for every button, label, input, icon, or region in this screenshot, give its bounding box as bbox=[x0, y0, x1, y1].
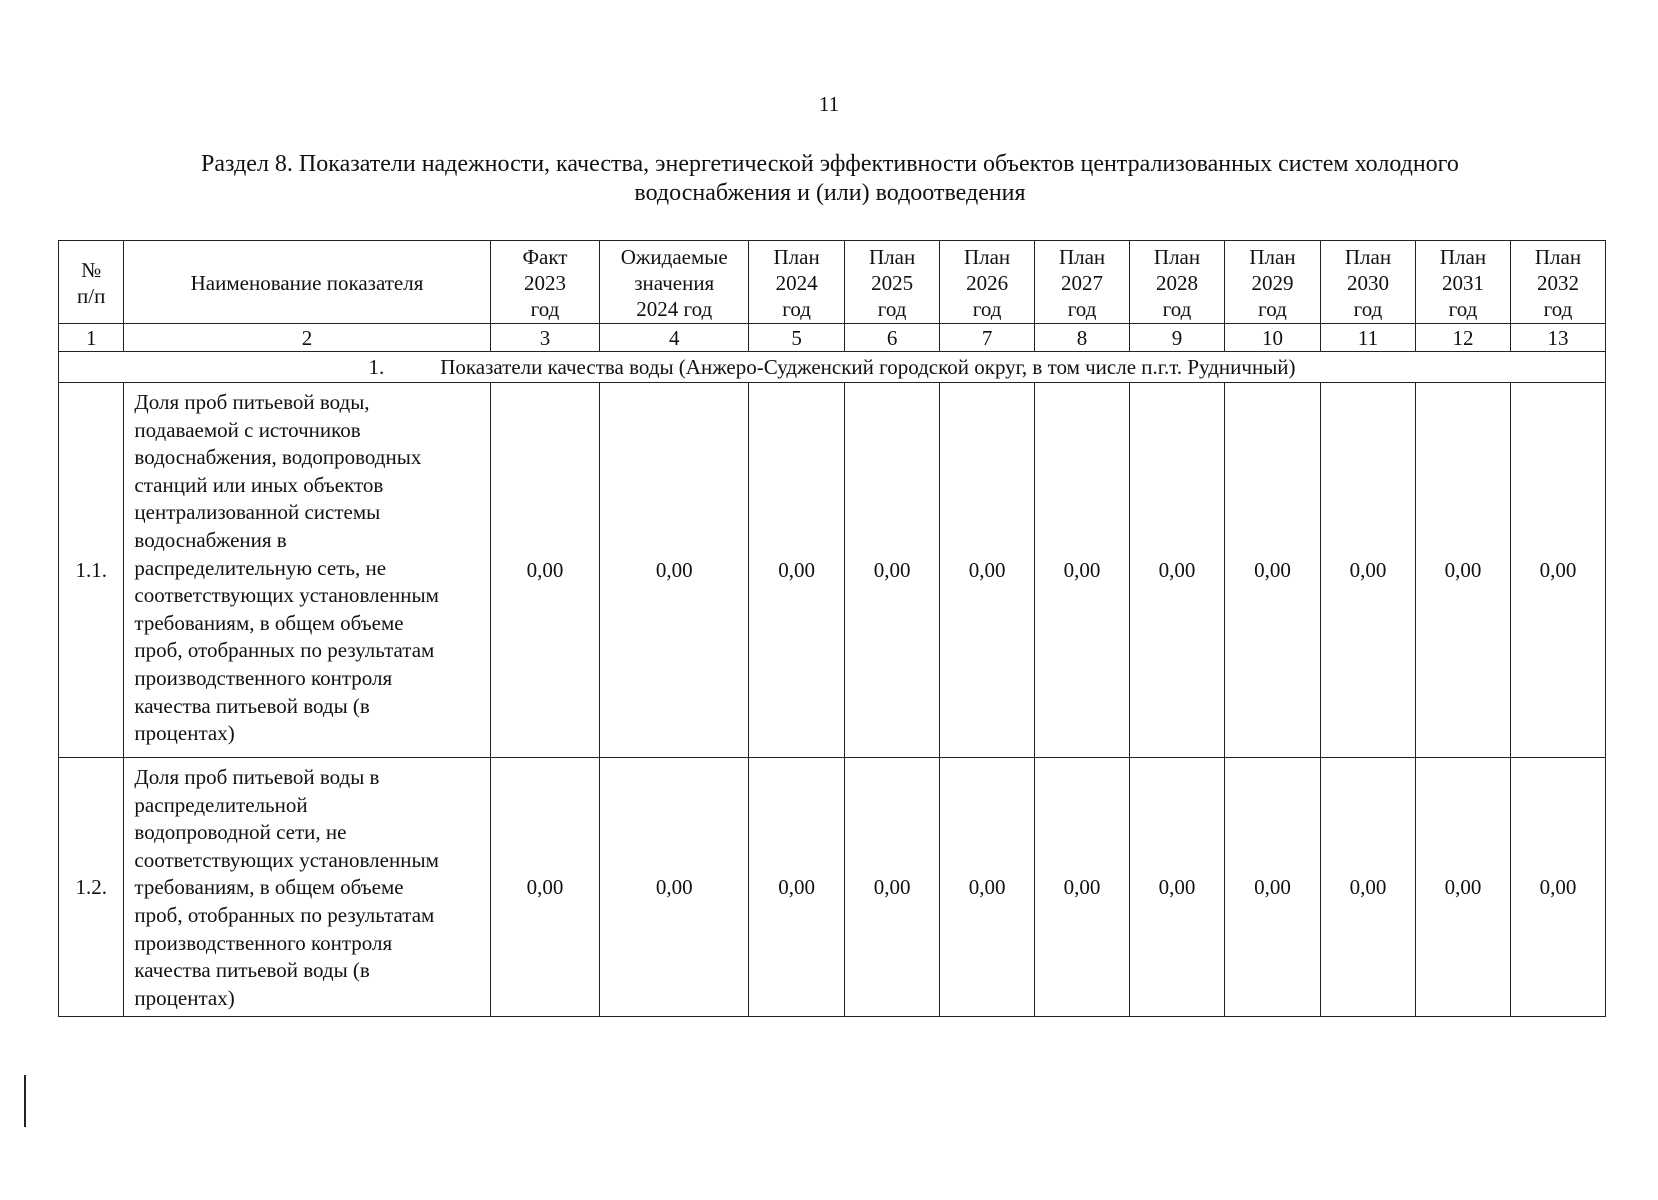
header-line: Наименование показателя bbox=[190, 271, 424, 295]
value-cell: 0,00 bbox=[490, 383, 600, 758]
header-cell bbox=[600, 241, 749, 324]
indicator-name-line: проб, отобранных по результатам bbox=[134, 902, 435, 927]
header-cell bbox=[59, 241, 124, 324]
value-cell: 0,00 bbox=[1510, 383, 1605, 758]
header-line: 2028 bbox=[1156, 271, 1199, 295]
value-cell: 0,00 bbox=[1225, 758, 1321, 1017]
header-cell bbox=[124, 241, 490, 324]
header-line: год bbox=[530, 297, 560, 321]
header-line: Факт bbox=[522, 245, 568, 269]
value-cell: 0,00 bbox=[600, 383, 749, 758]
header-cell bbox=[940, 241, 1035, 324]
indicator-name-line: процентах) bbox=[134, 721, 235, 746]
indicator-name-line: соответствующих установленным bbox=[134, 847, 439, 872]
header-line: План bbox=[1439, 245, 1487, 269]
section-heading-cell bbox=[59, 352, 1606, 383]
header-line: год bbox=[972, 297, 1002, 321]
header-cell bbox=[1035, 241, 1130, 324]
header-cell bbox=[749, 241, 845, 324]
value-cell: 0,00 bbox=[1510, 758, 1605, 1017]
header-line: 2029 bbox=[1251, 271, 1294, 295]
value-cell: 0,00 bbox=[1415, 758, 1510, 1017]
header-cell bbox=[490, 241, 600, 324]
value-cell: 0,00 bbox=[940, 758, 1035, 1017]
indicator-name-line: производственного контроля bbox=[134, 930, 393, 955]
header-line: год bbox=[1543, 297, 1573, 321]
header-line: План bbox=[1534, 245, 1582, 269]
header-cell bbox=[1510, 241, 1605, 324]
header-cell bbox=[1321, 241, 1416, 324]
header-line: План bbox=[869, 245, 916, 269]
value-cell: 0,00 bbox=[1225, 383, 1321, 758]
indicator-name-line: производственного контроля bbox=[134, 665, 393, 690]
header-line: 2025 bbox=[871, 271, 914, 295]
header-line: год bbox=[1067, 297, 1097, 321]
section-title bbox=[80, 150, 1580, 208]
header-cell bbox=[1415, 241, 1510, 324]
header-line: год bbox=[1258, 297, 1287, 321]
indicator-name-line: подаваемой с источников bbox=[134, 417, 361, 442]
table-row bbox=[59, 383, 1606, 758]
header-cell bbox=[1130, 241, 1225, 324]
value-cell: 0,00 bbox=[1130, 758, 1225, 1017]
value-cell: 0,00 bbox=[1321, 758, 1416, 1017]
header-row bbox=[59, 241, 1606, 324]
value-cell: 0,00 bbox=[749, 758, 845, 1017]
header-line: год bbox=[1353, 297, 1383, 321]
header-line: План bbox=[1249, 245, 1296, 269]
row-number: 1.1. bbox=[59, 383, 124, 758]
indicator-name-line: станций или иных объектов bbox=[134, 472, 384, 497]
header-line: 2030 bbox=[1347, 271, 1389, 295]
header-line: План bbox=[773, 245, 820, 269]
column-number-cell: 2 bbox=[124, 324, 490, 352]
indicator-name-line: распределительную сеть, не bbox=[134, 555, 387, 580]
value-cell: 0,00 bbox=[845, 383, 940, 758]
header-line: 2024 bbox=[775, 271, 818, 295]
indicator-name-line: соответствующих установленным bbox=[134, 583, 439, 608]
indicator-name-line: требованиям, в общем объеме bbox=[134, 610, 404, 635]
header-line: 2024 год bbox=[636, 297, 713, 321]
column-number-cell: 8 bbox=[1035, 324, 1130, 352]
header-line: год bbox=[1162, 297, 1192, 321]
value-cell: 0,00 bbox=[1035, 383, 1130, 758]
section-row bbox=[59, 352, 1606, 383]
header-line: год bbox=[782, 297, 811, 321]
header-line: План bbox=[963, 245, 1011, 269]
value-cell: 0,00 bbox=[1415, 383, 1510, 758]
header-cell bbox=[1225, 241, 1321, 324]
section-title-line-1: Раздел 8. Показатели надежности, качества, энергетической эффективности объектов централизованных систем холодного bbox=[201, 151, 1459, 177]
value-cell: 0,00 bbox=[749, 383, 845, 758]
header-line: год bbox=[877, 297, 907, 321]
column-number-cell: 9 bbox=[1130, 324, 1225, 352]
header-line: План bbox=[1344, 245, 1392, 269]
indicator-name-line: требованиям, в общем объеме bbox=[134, 875, 404, 900]
indicator-name bbox=[124, 758, 490, 1017]
header-line: 2032 bbox=[1536, 271, 1579, 295]
header-line: 2027 bbox=[1061, 271, 1104, 295]
value-cell: 0,00 bbox=[940, 383, 1035, 758]
indicator-name-line: Доля проб питьевой воды, bbox=[134, 390, 370, 414]
section-label: Показатели качества воды (Анжеро-Судженский городской округ, в том числе п.г.т. Рудничный) bbox=[440, 355, 1296, 379]
header-line: План bbox=[1153, 245, 1201, 269]
column-number-cell: 5 bbox=[749, 324, 845, 352]
column-number-cell: 3 bbox=[490, 324, 600, 352]
value-cell: 0,00 bbox=[1130, 383, 1225, 758]
indicator-name-line: водоснабжения, водопроводных bbox=[134, 445, 422, 470]
value-cell: 0,00 bbox=[600, 758, 749, 1017]
indicator-name-line: процентах) bbox=[134, 985, 235, 1010]
table-row bbox=[59, 758, 1606, 1017]
section-title-line-2: водоснабжения и (или) водоотведения bbox=[634, 180, 1026, 206]
header-line: 2031 bbox=[1441, 271, 1484, 295]
column-number-cell: 11 bbox=[1321, 324, 1416, 352]
header-line: год bbox=[1448, 297, 1478, 321]
indicators-table bbox=[58, 240, 1606, 1017]
value-cell: 0,00 bbox=[1035, 758, 1130, 1017]
indicator-name-line: качества питьевой воды (в bbox=[134, 693, 370, 718]
column-number-row bbox=[59, 324, 1606, 352]
header-line: значения bbox=[634, 271, 715, 295]
column-number-cell: 7 bbox=[940, 324, 1035, 352]
header-line: № bbox=[81, 258, 102, 282]
indicator-name-line: распределительной bbox=[134, 792, 308, 817]
header-line: 2023 bbox=[523, 271, 566, 295]
indicator-name-line: централизованной системы bbox=[134, 500, 381, 525]
header-cell bbox=[845, 241, 940, 324]
column-number-cell: 13 bbox=[1510, 324, 1605, 352]
header-line: Ожидаемые bbox=[620, 245, 728, 269]
indicator-name-line: качества питьевой воды (в bbox=[134, 958, 370, 983]
value-cell: 0,00 bbox=[1321, 383, 1416, 758]
column-number-cell: 4 bbox=[600, 324, 749, 352]
value-cell: 0,00 bbox=[490, 758, 600, 1017]
section-number: 1. bbox=[368, 355, 385, 379]
indicator-name-line: проб, отобранных по результатам bbox=[134, 638, 435, 663]
indicator-name bbox=[124, 383, 490, 758]
column-number-cell: 10 bbox=[1225, 324, 1321, 352]
column-number-cell: 12 bbox=[1415, 324, 1510, 352]
indicator-name-line: Доля проб питьевой воды в bbox=[134, 765, 380, 789]
header-line: План bbox=[1058, 245, 1106, 269]
indicator-name-line: водоснабжения в bbox=[134, 527, 287, 552]
header-line: 2026 bbox=[966, 271, 1009, 295]
margin-line bbox=[24, 1075, 26, 1127]
indicator-name-line: водопроводной сети, не bbox=[134, 820, 347, 845]
row-number: 1.2. bbox=[59, 758, 124, 1017]
page-number: 11 bbox=[818, 92, 840, 116]
column-number-cell: 1 bbox=[59, 324, 124, 352]
value-cell: 0,00 bbox=[845, 758, 940, 1017]
column-number-cell: 6 bbox=[845, 324, 940, 352]
header-line: п/п bbox=[77, 284, 106, 308]
